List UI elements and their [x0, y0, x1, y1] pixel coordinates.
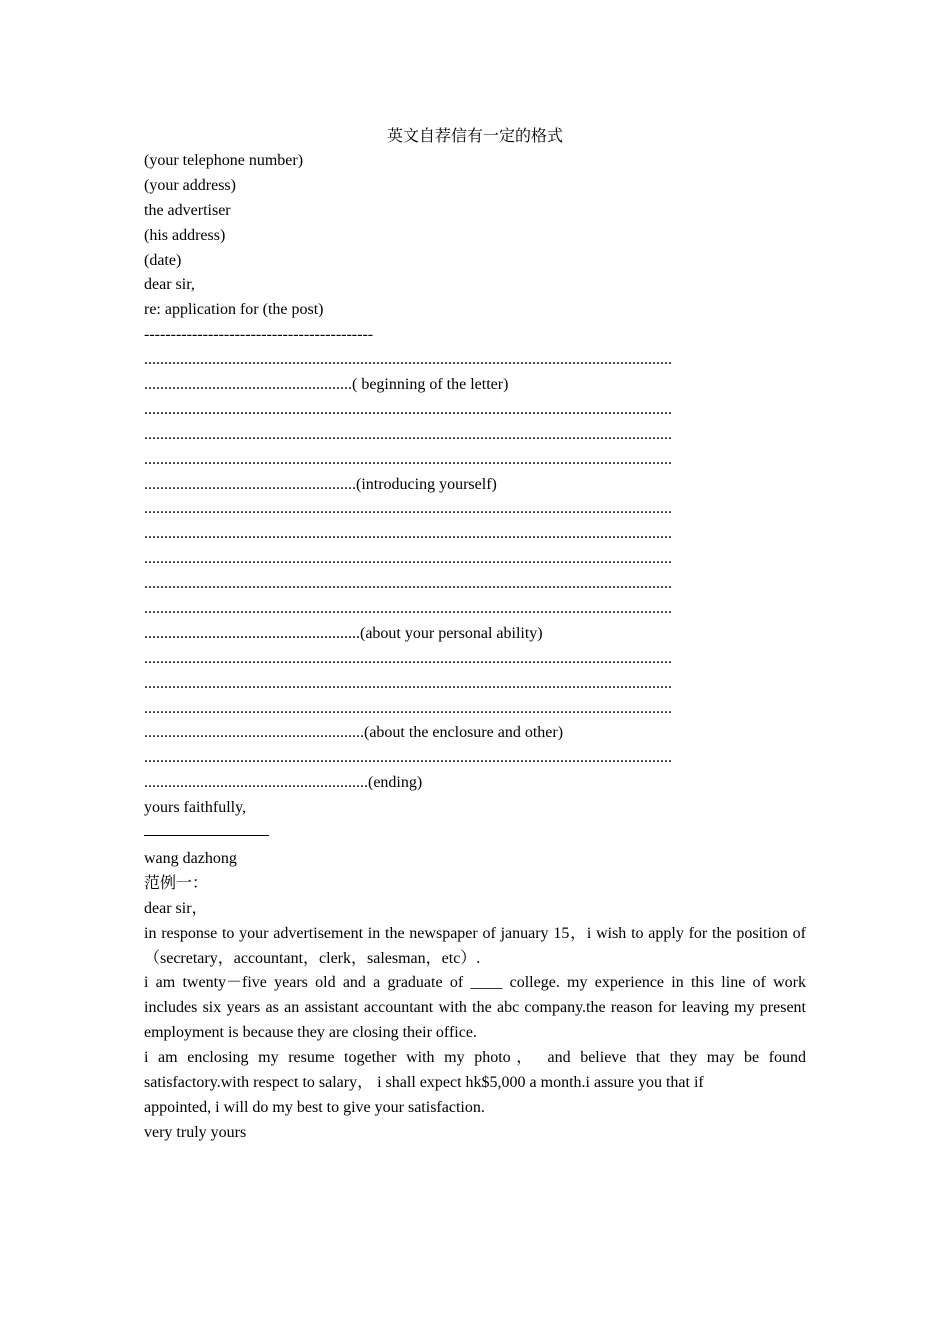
dotted-line: .................................................................................................................................... [144, 649, 672, 667]
telephone-line: (your telephone number) [144, 152, 304, 169]
re-line: re: application for (the post) [144, 301, 324, 319]
his-address-line: (his address) [144, 226, 226, 244]
dotted-line: .................................................................................................................................... [144, 400, 672, 418]
dotted-line: .................................................................................................................................... [144, 525, 672, 543]
example-paragraph-3: i am enclosing my resume together with my photo， and believe that they may be found satisfactory.with respect to salary， i shall expect hk$5,000 a month.i assure you that if [144, 1049, 806, 1092]
signer-name: wang dazhong [144, 849, 237, 867]
dotted-line: .................................................................................................................................... [144, 749, 672, 767]
example-heading: 范例一： [144, 874, 209, 892]
example-closing: very truly yours [144, 1123, 247, 1141]
document-title: 英文自荐信有一定的格式 [386, 128, 563, 145]
ending-line: ........................................................(ending) [144, 774, 423, 792]
ability-line: ......................................................(about your personal ability) [144, 624, 543, 642]
example-paragraph-1: in response to your advertisement in the newspaper of january 15，i wish to apply for the position of（secretary，accountant，clerk，salesman，etc）. [144, 924, 806, 967]
dotted-line: .................................................................................................................................... [144, 425, 672, 443]
signature-line [144, 821, 269, 836]
dotted-line: .................................................................................................................................... [144, 500, 672, 518]
closing-line: yours faithfully, [144, 799, 247, 817]
advertiser-line: the advertiser [144, 201, 231, 219]
dotted-line: .................................................................................................................................... [144, 600, 672, 618]
address-line: (your address) [144, 176, 236, 194]
dotted-line: .................................................................................................................................... [144, 351, 672, 369]
letter-body [144, 149, 806, 1146]
dotted-line: .................................................................................................................................... [144, 674, 672, 692]
example-salutation: dear sir， [144, 899, 208, 917]
dotted-line: .................................................................................................................................... [144, 699, 672, 717]
introducing-line: .....................................................(introducing yourself) [144, 475, 497, 493]
dash-line: ------------------------------------------- [144, 326, 374, 344]
example-paragraph-2: i am twenty－five years old and a graduate of ____ college. my experience in this line of work includes six years as an assistant accountant with the abc company.the reason for leaving my present employment is because they are closing their office. [144, 974, 806, 1042]
example-paragraph-3-end: appointed, i will do my best to give your satisfaction. [144, 1098, 485, 1116]
dotted-line: .................................................................................................................................... [144, 550, 672, 568]
dotted-line: .................................................................................................................................... [144, 575, 672, 593]
beginning-line: ....................................................( beginning of the letter) [144, 376, 509, 394]
date-line: (date) [144, 251, 182, 269]
enclosure-line: .......................................................(about the enclosure and other) [144, 724, 564, 742]
dotted-line: .................................................................................................................................... [144, 450, 672, 468]
salutation-line: dear sir, [144, 276, 195, 294]
